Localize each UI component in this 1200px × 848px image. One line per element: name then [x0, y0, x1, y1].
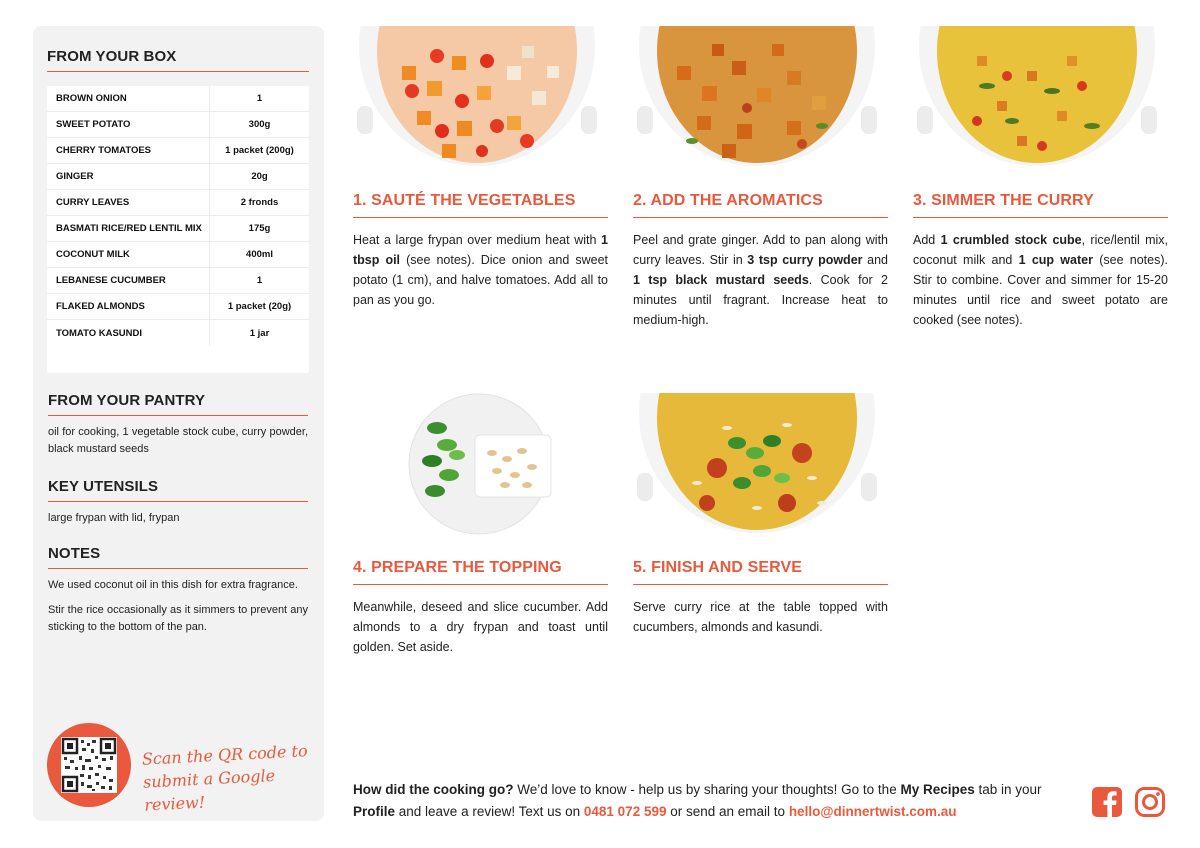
from-your-box-title: FROM YOUR BOX: [47, 48, 177, 65]
notes-paragraph: We used coconut oil in this dish for extra fragrance.: [48, 579, 298, 591]
ingredient-row: [47, 320, 309, 346]
step-1-photo: [357, 26, 597, 168]
step-2: [633, 26, 888, 330]
step-text: , rice/lentil mix, coconut milk and: [913, 233, 1168, 267]
step-text-bold: 1 tbsp oil: [353, 233, 608, 267]
footer-text: tab in your: [974, 782, 1042, 797]
step-1-body: [353, 230, 608, 310]
ingredient-name: BASMATI RICE/RED LENTIL MIX: [47, 216, 210, 241]
footer-text: or send an email to: [666, 804, 789, 819]
step-divider: [633, 584, 888, 585]
step-text: Add: [913, 233, 941, 247]
section-divider: [47, 71, 309, 72]
step-3-title: 3. SIMMER THE CURRY: [913, 192, 1094, 209]
step-text-bold: 1 cup water: [1018, 253, 1093, 267]
from-your-box-section: [47, 48, 309, 72]
ingredient-name: GINGER: [47, 164, 210, 189]
step-text-bold: 3 tsp curry powder: [747, 253, 863, 267]
ingredient-row: [47, 268, 309, 294]
profile-link[interactable]: Profile: [353, 804, 396, 819]
email-link[interactable]: hello@dinnertwist.com.au: [788, 804, 957, 819]
step-text: Peel and grate ginger. Add to pan along with curry leaves. Stir in: [633, 233, 888, 267]
ingredient-row: [47, 112, 309, 138]
ingredient-name: BROWN ONION: [47, 86, 210, 111]
step-text: Meanwhile, deseed and slice cucumber. Add almonds to a dry frypan and toast until golden. Set aside.: [353, 600, 608, 654]
step-text: Serve curry rice at the table topped with cucumbers, almonds and kasundi.: [633, 600, 888, 634]
ingredient-name: FLAKED ALMONDS: [47, 294, 210, 319]
step-divider: [913, 217, 1168, 218]
ingredient-qty: 300g: [248, 119, 271, 130]
section-divider: [48, 501, 308, 502]
facebook-icon[interactable]: [1091, 786, 1123, 818]
step-5: [633, 393, 888, 637]
ingredient-row: [47, 242, 309, 268]
step-text: . Cook for 2 minutes until fragrant. Increase heat to medium-high.: [633, 273, 888, 327]
key-utensils-title: KEY UTENSILS: [48, 478, 159, 495]
key-utensils-section: [48, 478, 308, 527]
step-5-photo: [637, 393, 877, 535]
footer-question: How did the cooking go?: [353, 782, 514, 797]
ingredient-row: [47, 190, 309, 216]
step-text: (see notes). Dice onion and sweet potato (1 cm), and halve tomatoes. Add all to pan as you go.: [353, 253, 608, 307]
step-1-title: 1. SAUTÉ THE VEGETABLES: [353, 192, 576, 209]
step-3-photo: [917, 26, 1157, 168]
step-divider: [353, 584, 608, 585]
ingredient-qty: 1 packet (20g): [227, 301, 292, 312]
ingredient-name: LEBANESE CUCUMBER: [47, 268, 210, 293]
from-your-pantry-section: [48, 392, 308, 458]
ingredient-qty: 1 packet (200g): [225, 145, 294, 156]
qr-caption: [141, 738, 325, 816]
notes-paragraph: Stir the rice occasionally as it simmers to prevent any sticking to the bottom of the pan.: [48, 604, 308, 633]
section-divider: [48, 415, 308, 416]
step-4-body: [353, 597, 608, 657]
step-1: [353, 26, 608, 310]
step-divider: [633, 217, 888, 218]
ingredient-name: SWEET POTATO: [47, 112, 210, 137]
sidebar-panel: [33, 26, 324, 821]
step-2-body: [633, 230, 888, 330]
ingredient-name: CURRY LEAVES: [47, 190, 210, 215]
ingredient-qty: 20g: [251, 171, 268, 182]
ingredient-qty: 400ml: [246, 249, 273, 260]
ingredient-row: [47, 86, 309, 112]
feedback-footer: [353, 779, 1073, 823]
step-3-body: [913, 230, 1168, 330]
ingredient-row: [47, 164, 309, 190]
step-text-bold: 1 tsp black mustard seeds: [633, 273, 809, 287]
ingredient-qty: 1 jar: [249, 327, 270, 339]
step-3: [913, 26, 1168, 330]
step-text: Heat a large frypan over medium heat with: [353, 233, 602, 247]
my-recipes-link[interactable]: My Recipes: [900, 782, 975, 797]
ingredient-name: CHERRY TOMATOES: [47, 138, 210, 163]
ingredient-qty: 1: [256, 275, 263, 286]
notes-title: NOTES: [48, 545, 101, 562]
ingredient-name: TOMATO KASUNDI: [47, 320, 210, 346]
ingredient-row: [47, 138, 309, 164]
step-text: and: [862, 253, 888, 267]
step-5-body: [633, 597, 888, 637]
step-divider: [353, 217, 608, 218]
step-4: [353, 393, 608, 657]
qr-code-icon[interactable]: [61, 737, 117, 793]
step-4-title: 4. PREPARE THE TOPPING: [353, 559, 562, 576]
step-2-photo: [637, 26, 877, 168]
footer-text: We’d love to know - help us by sharing your thoughts! Go to the: [513, 782, 901, 797]
from-your-pantry-title: FROM YOUR PANTRY: [48, 392, 206, 409]
ingredient-qty: 2 fronds: [240, 197, 279, 208]
ingredient-qty: 175g: [248, 223, 271, 234]
utensils-text: large frypan with lid, frypan: [48, 512, 180, 524]
qr-badge: [47, 723, 131, 807]
step-text: (see notes). Stir to combine. Cover and simmer for 15-20 minutes until rice and sweet potato are cooked (see notes).: [913, 253, 1168, 327]
qr-caption-line: Scan the QR code to: [141, 741, 309, 769]
pantry-text: oil for cooking, 1 vegetable stock cube, curry powder, black mustard seeds: [48, 426, 308, 455]
footer-text: and leave a review! Text us on: [395, 804, 584, 819]
step-text-bold: 1 crumbled stock cube: [940, 233, 1082, 247]
qr-caption-line: submit a Google review!: [142, 765, 276, 815]
instagram-icon[interactable]: [1134, 786, 1166, 818]
ingredient-table: [47, 86, 309, 373]
step-4-photo: [357, 393, 597, 535]
step-2-title: 2. ADD THE AROMATICS: [633, 192, 823, 209]
ingredient-qty: 1: [256, 93, 263, 104]
phone-link[interactable]: 0481 072 599: [583, 804, 667, 819]
section-divider: [48, 568, 308, 569]
ingredient-row: [47, 216, 309, 242]
notes-section: [48, 545, 308, 636]
ingredient-name: COCONUT MILK: [47, 242, 210, 267]
ingredient-row: [47, 294, 309, 320]
step-5-title: 5. FINISH AND SERVE: [633, 559, 803, 576]
